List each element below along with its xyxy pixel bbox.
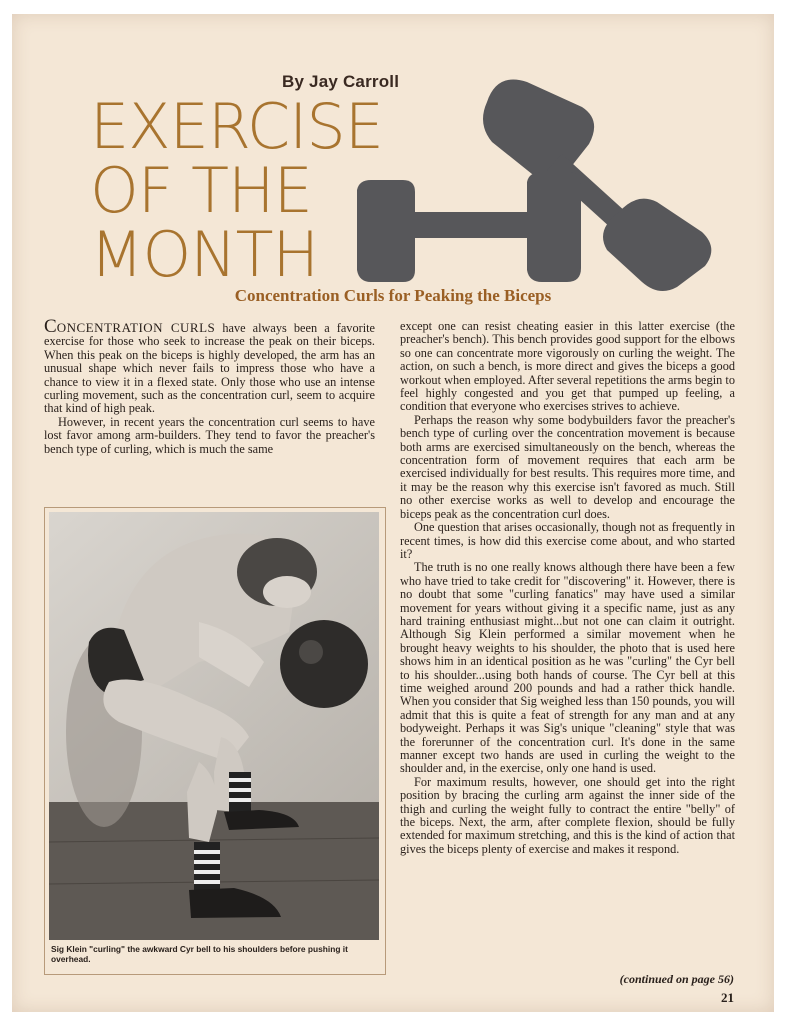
continued-note: (continued on page 56): [619, 972, 734, 986]
right-column: [400, 320, 735, 856]
byline: By Jay Carroll: [282, 72, 400, 91]
title-line-3: MONTH: [90, 218, 319, 291]
paragraph-text: have always been a favorite exercise for those who seek to increase the peak on their biceps. When this peak on the biceps is highly developed, the arm has an unusual shape which never fails to impress those who have a chance to view it in a flexed state. Only those who use an intense curling movement, such as the concentration curl, seem to acquire that kind of high peak.: [44, 321, 375, 416]
paragraph: except one can resist cheating easier in this latter exercise (the preacher's bench). This bench provides good support for the elbows so one can concentrate more vigorously on curling the weight. The action, on such a bench, is more direct and gives the biceps a good workout when employed. After several repetitions the arms begin to feel highly congested and you get that pumped up feeling, a condition that everyone who exercises strives to achieve.: [400, 319, 735, 414]
horizontal-dumbbell: [357, 172, 581, 282]
paragraph: One question that arises occasionally, though not as frequently in recent times, is how did this exercise come about, and who started it?: [400, 520, 735, 561]
diagonal-dumbbell: [483, 80, 711, 292]
paragraph: [44, 316, 375, 416]
paragraph: The truth is no one really knows although there have been a few who have tried to take credit for "discovering" it. However, there is no doubt that some "curling fanatics" may have used a similar movement for years without giving it a specific name, just as any hard training enthusiast might...but not one can claim it outright. Although Sig Klein performed a similar movement when he brought heavy weights to his shoulder, the photo that is used here shows him in an identical position as he was "curling" the Cyr bell to his shoulder...using both hands of course. The Cyr bell at this time weighed around 200 pounds and had a rather thick handle. When you consider that Sig weighed less than 150 pounds, you will admit that this is quite a feat of strength for any man and at any bodyweight. Perhaps it was Sig's unique "cleaning" style that was the forerunner of the concentration curl. It's done in the same manner except two hands are used in curling the weight to the shoulder and, in the exercise, only one hand is used.: [400, 560, 735, 776]
drop-cap: C: [44, 316, 57, 337]
magazine-page: [12, 14, 774, 1012]
dumbbell-illustration: [337, 62, 727, 292]
paragraph: For maximum results, however, one should get into the right position by bracing the curling arm against the inner side of the thigh and curling the weight fully to contract the entire "belly" of the biceps. Next, the arm, after complete flexion, should be fully extended for maximum stretching, and this is the kind of action that gives the biceps plenty of exercise and makes it respond.: [400, 774, 735, 856]
title-line-2: OF THE: [90, 154, 312, 227]
photo-caption: Sig Klein "curling" the awkward Cyr bell to his shoulders before pushing it overhead.: [51, 944, 348, 964]
title-line-1: EXERCISE: [90, 90, 383, 163]
photo-frame: [44, 507, 386, 975]
left-column: [44, 316, 375, 456]
lead-in: ONCENTRATION CURLS: [56, 320, 216, 335]
paragraph: However, in recent years the concentration curl seems to have lost favor among arm-builders. They tend to favor the preacher's bench type of curling, which is much the same: [44, 414, 375, 456]
page-number: 21: [721, 990, 734, 1005]
article-subtitle: Concentration Curls for Peaking the Biceps: [234, 286, 552, 305]
paragraph: Perhaps the reason why some bodybuilders favor the preacher's bench type of curling over the concentration movement is because both arms are exercised simultaneously on the bench, whereas the concentration form of movement requires that each arm be exercised individually for best results. This requires more time, and it may be the reason why this exercise isn't favored as much. Still no other exercise works as well to develop and encourage the biceps peak as the concentration curl does.: [400, 412, 735, 521]
photo-sig-klein: [49, 512, 379, 940]
